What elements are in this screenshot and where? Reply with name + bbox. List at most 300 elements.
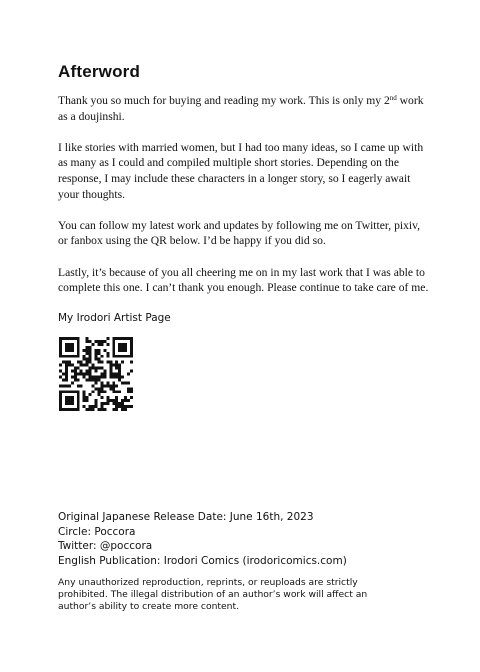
qr-module [71,355,74,358]
qr-module [100,343,103,346]
qr-module [62,373,65,376]
paragraph-closing: Lastly, it’s because of you all cheering me on in my last work that I was able to complete this one. I can’t thank you enough. Please continue to take care of me. [58,265,429,295]
qr-module [62,384,65,387]
qr-module [121,337,124,340]
qr-module [92,367,95,370]
qr-module [112,399,115,402]
qr-module [106,396,109,399]
qr-module [83,396,86,399]
qr-module [112,346,115,349]
qr-module [95,402,98,405]
qr-module [118,367,121,370]
qr-module [97,352,100,355]
qr-module [112,402,115,405]
qr-module [130,343,133,346]
qr-module [115,384,118,387]
qr-module [115,355,118,358]
qr-module [59,343,62,346]
qr-module [106,352,109,355]
qr-module [77,340,80,343]
qr-module [118,364,121,367]
qr-module [118,375,121,378]
qr-module [109,384,112,387]
qr-module [95,387,98,390]
qr-module [65,396,68,399]
qr-module [62,408,65,411]
qr-module [62,378,65,381]
qr-module [109,373,112,376]
qr-module [77,343,80,346]
qr-module [80,373,83,376]
qr-module [95,367,98,370]
qr-module [109,375,112,378]
qr-module [83,373,86,376]
qr-module [59,340,62,343]
qr-module [121,349,124,352]
qr-module [115,399,118,402]
qr-module [59,399,62,402]
qr-module [80,370,83,373]
qr-module [106,361,109,364]
qr-module [89,349,92,352]
qr-module [71,402,74,405]
qr-module [65,349,68,352]
qr-module [59,375,62,378]
qr-module [109,364,112,367]
qr-module [65,384,68,387]
qr-module [95,375,98,378]
qr-module [130,370,133,373]
qr-module [92,408,95,411]
copyright-notice: Any unauthorized reproduction, reprints, or reuploads are strictly prohibited. The illegal distribution of an author’s work will affect an author’s ability to create more content. [58,577,368,612]
qr-module [89,375,92,378]
qr-module [112,390,115,393]
qr-module [59,346,62,349]
qr-module [97,387,100,390]
qr-module [115,408,118,411]
qr-module [95,355,98,358]
qr-module [106,381,109,384]
qr-module [130,349,133,352]
qr-module [106,402,109,405]
qr-module [89,370,92,373]
qr-module [97,367,100,370]
qr-module [65,390,68,393]
qr-module [121,343,124,346]
qr-module [124,381,127,384]
qr-module [112,340,115,343]
qr-module [115,402,118,405]
qr-module [97,375,100,378]
qr-module [95,340,98,343]
qr-module [83,393,86,396]
qr-module [71,390,74,393]
qr-module [68,361,71,364]
qr-module [83,375,86,378]
qr-module [112,343,115,346]
qr-module [118,390,121,393]
qr-module [89,361,92,364]
qr-module [74,390,77,393]
qr-module [89,346,92,349]
page-title: Afterword [58,62,141,81]
qr-module [118,373,121,376]
qr-module [95,399,98,402]
qr-module [59,355,62,358]
qr-module [127,337,130,340]
qr-module [83,358,86,361]
paragraph-stories: I like stories with married women, but I had too many ideas, so I came up with as many as I could and compiled multiple short stories. Depending on the response, I may include these characters in a longer story, so I eagerly await your thoughts. [58,140,424,201]
qr-module [115,373,118,376]
qr-module [112,384,115,387]
qr-module [65,373,68,376]
qr-module [83,405,86,408]
qr-module [118,402,121,405]
qr-module [89,352,92,355]
qr-module [109,399,112,402]
qr-module [112,337,115,340]
qr-module [89,367,92,370]
qr-module [118,343,121,346]
qr-module [86,396,89,399]
qr-module [103,408,106,411]
qr-module [100,402,103,405]
qr-module [92,384,95,387]
qr-module [127,381,130,384]
qr-module [92,378,95,381]
qr-module [77,355,80,358]
qr-module [71,408,74,411]
qr-module [71,343,74,346]
qr-module [71,370,74,373]
qr-module [130,405,133,408]
qr-module [106,399,109,402]
qr-module [68,346,71,349]
qr-module [77,408,80,411]
qr-module [86,340,89,343]
qr-module [97,390,100,393]
qr-module [130,396,133,399]
english-publication: English Publication: Irodori Comics (irodoricomics.com) [58,554,347,567]
qr-module [121,346,124,349]
qr-module [92,364,95,367]
qr-module [130,346,133,349]
qr-module [130,337,133,340]
paragraph-thanks [58,93,432,124]
qr-module [121,381,124,384]
qr-module [83,349,86,352]
qr-module [103,340,106,343]
qr-module [121,399,124,402]
qr-module [86,370,89,373]
qr-module [62,337,65,340]
qr-module [97,378,100,381]
qr-module [92,405,95,408]
qr-module [124,396,127,399]
qr-module [130,361,133,364]
qr-module [127,387,130,390]
qr-module [130,390,133,393]
qr-module [59,370,62,373]
qr-module [124,343,127,346]
qr-module [130,340,133,343]
qr-module [83,399,86,402]
qr-module [95,405,98,408]
qr-module [86,337,89,340]
qr-module [89,358,92,361]
qr-module [62,361,65,364]
qr-module [97,343,100,346]
qr-module [112,381,115,384]
qr-module [100,405,103,408]
qr-module [124,337,127,340]
qr-module [80,361,83,364]
qr-module [65,355,68,358]
qr-module [89,373,92,376]
qr-module [115,396,118,399]
qr-module [68,355,71,358]
qr-module [68,396,71,399]
qr-module [59,384,62,387]
qr-module [68,364,71,367]
qr-module [127,373,130,376]
qr-module [106,343,109,346]
qr-module [118,378,121,381]
qr-module [97,340,100,343]
qr-module [86,378,89,381]
qr-module [86,399,89,402]
qr-module [65,402,68,405]
qr-module [80,364,83,367]
qr-module [89,408,92,411]
qr-module [77,390,80,393]
qr-module [115,337,118,340]
qr-module [121,405,124,408]
qr-module [74,373,77,376]
qr-module [71,346,74,349]
qr-module [89,405,92,408]
qr-module [86,358,89,361]
qr-module [59,337,62,340]
qr-module [74,337,77,340]
qr-module [124,349,127,352]
qr-module [127,355,130,358]
qr-module [115,361,118,364]
qr-module [130,387,133,390]
ordinal-suffix: nd [389,94,397,102]
qr-module [100,375,103,378]
qr-module [124,399,127,402]
qr-module [71,381,74,384]
qr-module [103,370,106,373]
qr-module [65,337,68,340]
qr-module [89,393,92,396]
qr-module [112,364,115,367]
qr-module [71,337,74,340]
qr-module [65,399,68,402]
circle-name: Circle: Poccora [58,525,136,538]
qr-module [103,373,106,376]
qr-module [65,375,68,378]
qr-module [95,381,98,384]
qr-module [95,352,98,355]
qr-module [65,343,68,346]
qr-module [65,346,68,349]
qr-module [74,375,77,378]
qr-module [74,355,77,358]
qr-module [112,375,115,378]
qr-module [71,364,74,367]
qr-module [100,384,103,387]
qr-module [115,364,118,367]
qr-module [130,352,133,355]
qr-module [100,361,103,364]
qr-module [74,367,77,370]
qr-module [77,352,80,355]
qr-module [97,349,100,352]
qr-module [124,405,127,408]
qr-module [118,349,121,352]
qr-module [80,384,83,387]
qr-module [68,408,71,411]
qr-module [77,393,80,396]
qr-module [121,361,124,364]
qr-module [86,408,89,411]
qr-module [97,408,100,411]
qr-module [109,387,112,390]
qr-module [115,390,118,393]
qr-module [86,373,89,376]
qr-module [118,370,121,373]
qr-module [89,340,92,343]
qr-module [97,361,100,364]
qr-module [100,390,103,393]
qr-module [118,346,121,349]
qr-module [115,405,118,408]
qr-module [92,375,95,378]
qr-module [89,378,92,381]
qr-module [121,375,124,378]
qr-module [65,367,68,370]
qr-module [103,375,106,378]
qr-module [118,337,121,340]
qr-module [77,367,80,370]
qr-module [65,364,68,367]
qr-module [65,408,68,411]
paragraph-thanks-text: Thank you so much for buying and reading my work. This is only my 2 [58,94,390,107]
qr-module [109,370,112,373]
qr-module [100,373,103,376]
qr-module [89,355,92,358]
qr-module [97,393,100,396]
qr-module [77,349,80,352]
qr-module [59,364,62,367]
qr-module [59,390,62,393]
qr-module [100,381,103,384]
qr-module [65,370,68,373]
qr-module [59,402,62,405]
qr-module [124,355,127,358]
qr-module [68,390,71,393]
qr-module [92,390,95,393]
qr-module [68,402,71,405]
qr-module [95,358,98,361]
qr-module [68,399,71,402]
qr-label: My Irodori Artist Page [58,312,171,324]
qr-module [100,367,103,370]
qr-module [127,405,130,408]
qr-module [59,349,62,352]
qr-module [130,355,133,358]
paragraph-follow: You can follow my latest work and updates by following me on Twitter, pixiv, or fanbox using the QR below. I’d be happy if you did so. [58,218,421,248]
qr-module [121,408,124,411]
qr-module [100,396,103,399]
qr-module [74,370,77,373]
qr-module [112,373,115,376]
qr-module [100,340,103,343]
qr-module [77,361,80,364]
qr-module [59,393,62,396]
qr-module [77,378,80,381]
release-date: Original Japanese Release Date: June 16th, 2023 [58,511,314,523]
qr-module [103,349,106,352]
qr-module [100,408,103,411]
qr-module [68,384,71,387]
qr-module [77,373,80,376]
qr-module [59,408,62,411]
qr-module [86,364,89,367]
qr-module [71,396,74,399]
qr-module [77,399,80,402]
qr-module [77,405,80,408]
qr-module [118,405,121,408]
qr-module [92,343,95,346]
qr-module [62,390,65,393]
qr-module [77,402,80,405]
afterword-body [58,93,432,311]
qr-module [103,390,106,393]
qr-module [121,355,124,358]
qr-module [124,408,127,411]
qr-code[interactable] [59,337,133,411]
qr-module [112,355,115,358]
qr-module [127,390,130,393]
qr-module [77,384,80,387]
qr-module [112,352,115,355]
qr-module [77,396,80,399]
qr-module [103,384,106,387]
twitter-handle: Twitter: @poccora [58,540,153,553]
qr-module [65,378,68,381]
qr-module [83,355,86,358]
qr-module [121,402,124,405]
qr-module [62,355,65,358]
qr-module [71,375,74,378]
paragraph-thanks-end: work as a doujinshi. [58,94,424,123]
qr-module [71,349,74,352]
qr-module [86,349,89,352]
qr-module [103,402,106,405]
qr-module [59,396,62,399]
qr-module [59,352,62,355]
qr-module [109,367,112,370]
qr-module [77,346,80,349]
qr-module [65,361,68,364]
qr-module [95,349,98,352]
qr-module [68,343,71,346]
qr-module [109,361,112,364]
release-info [58,510,347,568]
